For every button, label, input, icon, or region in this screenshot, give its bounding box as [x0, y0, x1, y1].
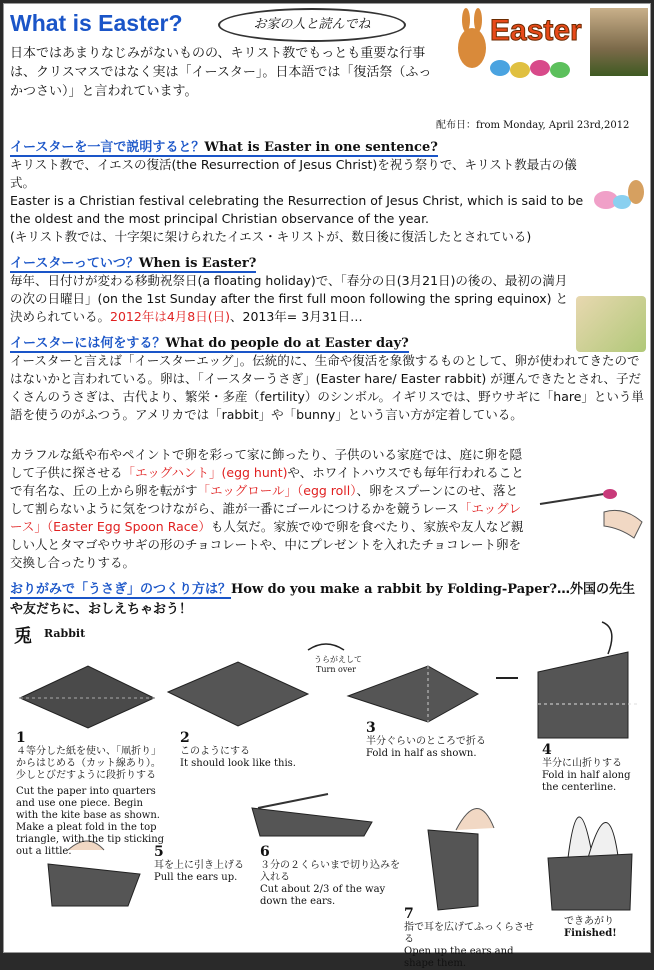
section1-text-jp: キリスト教で、イエスの復活(the Resurrection of Jesus Christ)を祝う祭りで、キリスト教最古の儀式。 — [10, 157, 577, 190]
intro-text: 日本ではあまりなじみがないものの、キリスト教でもっとも重要な行事は、クリスマスではなく実は「イースター」。日本語では「復活祭（ふっかつさい）」と言われています。 — [10, 46, 432, 99]
logo-text: Easter — [490, 14, 582, 47]
step-6 — [260, 844, 400, 908]
step-4-en: Fold in half along the centerline. — [542, 770, 631, 793]
step-6-jp: ３分の２くらいまで切り込みを入れる — [260, 860, 400, 883]
finished-en: Finished! — [564, 928, 617, 939]
read-together-bubble: お家の人と読んでね — [218, 8, 406, 42]
step-3-en: Fold in half as shown. — [366, 748, 477, 759]
section3-text2b: や、ホワイトハウスでも毎年行われることで有名な、丘の上から卵を転がす — [10, 465, 524, 498]
children-easter-photo — [576, 296, 646, 352]
section2-body: 毎年、日付けが変わる移動祝祭日(a floating holiday)で、「春分の日(3月21日)の後の、最初の満月の次の日曜日」(on the 1st Sunday after the first full moon following the spring equinox) と決められている。 — [10, 273, 569, 324]
easter-handout-page — [3, 3, 651, 969]
section3-heading — [10, 332, 409, 353]
step-7 — [404, 906, 534, 970]
turn-over-jp: うらがえして — [314, 655, 362, 664]
step-1-jp: ４等分した紙を使い、「凧折り」からはじめる（カット線あり）。少しとびだすように段折りする — [16, 746, 161, 781]
section1-heading-en: What is Easter in one sentence? — [204, 140, 438, 155]
step-3 — [366, 720, 496, 760]
section3-text2c: 、卵をスプーンにのせ、落として割らないように気をつけながら、誰が一番にゴールにつけるかを競うレース — [10, 483, 519, 516]
step-2-number: 2 — [180, 730, 190, 746]
child-photo — [590, 8, 648, 76]
section2-text — [10, 272, 570, 326]
diagram-title-kanji: 兎 — [14, 626, 32, 647]
egg-race-term: 「エッグレース」（Easter Egg Spoon Race） — [10, 501, 522, 534]
section2-heading-jp: イースターっていつ？ — [10, 256, 139, 271]
step-1-number: 1 — [16, 730, 26, 746]
step-4-jp: 半分に山折りする — [542, 758, 622, 769]
section2-heading — [10, 252, 256, 273]
diagram-title-en: Rabbit — [44, 627, 86, 640]
egg-hunt-term: 「エッグハント」(egg hunt) — [122, 465, 288, 480]
step-5 — [154, 844, 264, 884]
step-3-jp: 半分ぐらいのところで折る — [366, 736, 486, 747]
step-5-jp: 耳を上に引き上げる — [154, 860, 244, 871]
section3-text1: イースターと言えば「イースターエッグ」。伝統的に、生命や復活を象徴するものとして、卵が使われてきたのではないかと言われている。卵は、「イースターうさぎ」(Easter hare/ Easter rabbit) が運んできたとされ、子だくさんのうさぎは、古代より、繁栄・多産（fertility）のシンボル。イギリスでは、野ウサギに「hare」という単語を使うのがふつう。アメリカでは「rabbit」や「bunny」という言い方が定着している。 — [10, 353, 644, 422]
section1-heading-jp: イースターを一言で説明すると？ — [10, 140, 205, 155]
easter-2012-date: 2012年は4月8日(日) — [110, 309, 230, 324]
step-1 — [16, 730, 166, 858]
step-5-en: Pull the ears up. — [154, 872, 238, 883]
step-7-number: 7 — [404, 906, 414, 922]
step-4 — [542, 742, 646, 794]
step-5-number: 5 — [154, 844, 164, 860]
bunny-basket-icon — [592, 178, 648, 212]
step-7-jp: 指で耳を広げてふっくらさせる — [404, 922, 534, 945]
step-6-en: Cut about 2/3 of the way down the ears. — [260, 884, 386, 907]
step-2-en: It should look like this. — [180, 758, 296, 769]
easter-2013-date: 、2013年= 3月31日… — [230, 309, 363, 324]
turn-over-en: Turn over — [316, 665, 356, 674]
step-7-en: Open up the ears and shape them. — [404, 946, 514, 969]
section1-heading — [10, 136, 438, 157]
step-4-number: 4 — [542, 742, 552, 758]
egg-roll-term: 「エッグロール」（egg roll） — [197, 483, 357, 498]
section4-heading-jp: おりがみで「うさぎ」のつくり方は？ — [10, 582, 232, 597]
step-3-number: 3 — [366, 720, 376, 736]
finished-jp: できあがり — [564, 916, 614, 927]
section1-text-en: Easter is a Christian festival celebrating the Resurrection of Jesus Christ, which is said to be the oldest and the most principal Christian observance of the year. — [10, 193, 584, 226]
section3-text2 — [10, 446, 530, 572]
page-title: What is Easter? — [10, 10, 183, 36]
section1-note: (キリスト教では、十字架に架けられたイエス・キリストが、数日後に復活したとされている) — [10, 229, 532, 244]
section4-tail: …外国の先生や友だちに、おしえちゃおう！ — [10, 582, 635, 617]
distribution-date: 配布日：from Monday, April 23rd,2012 — [436, 120, 630, 131]
step-1-en: Cut the paper into quarters and use one piece. Begin with the kite base as shown. Make a pleat fold in the top triangle, with the tip sticking out a little. — [16, 786, 165, 857]
step-2-jp: このようにする — [180, 746, 250, 757]
section4-heading — [10, 580, 646, 620]
easter-logo — [450, 8, 590, 68]
section3-text2d: も人気だ。家族でゆで卵を食べたり、家族や友人など親しい人とタマゴやウサギの形のチョコレートや、中にプレゼントを入れたチョコレート卵を交換し合ったりする。 — [10, 519, 524, 570]
step-2 — [180, 730, 310, 770]
section3-heading-jp: イースターには何をする？ — [10, 336, 166, 351]
section3-heading-en: What do people do at Easter day? — [165, 336, 409, 351]
egg-spoon-race-icon — [534, 482, 648, 542]
section3-text2a: カラフルな紙や布やペイントで卵を彩って家に飾ったり、子供のいる家庭では、庭に卵を隠して子供に探させる — [10, 447, 523, 480]
section2-heading-en: When is Easter? — [138, 256, 257, 271]
step-6-number: 6 — [260, 844, 270, 860]
step-finished — [564, 916, 644, 940]
origami-rabbit-diagram — [8, 618, 648, 969]
section4-heading-en: How do you make a rabbit by Folding-Paper? — [231, 582, 557, 597]
